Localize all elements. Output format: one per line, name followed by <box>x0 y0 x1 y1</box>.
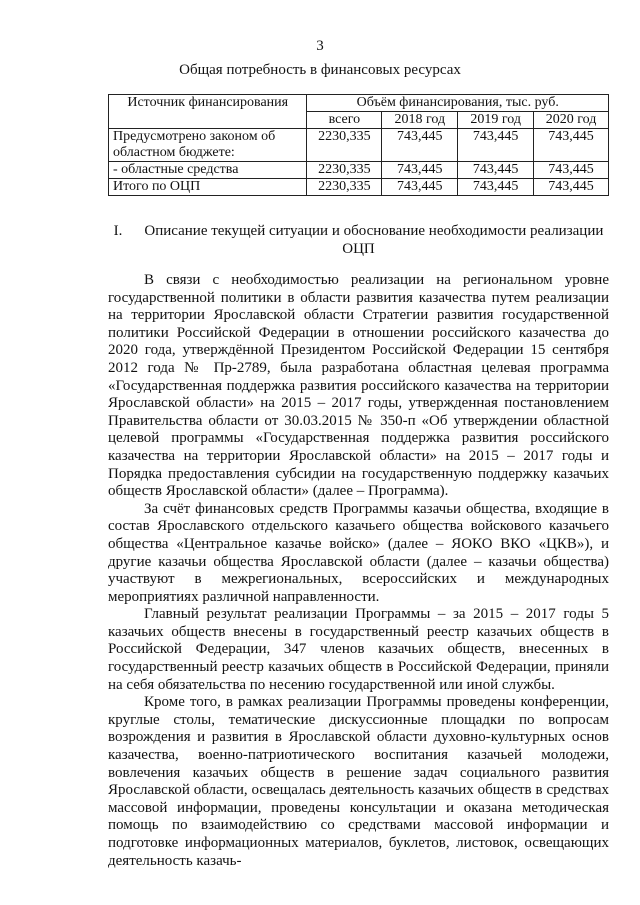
row-label: - областные средства <box>109 162 307 179</box>
body-text <box>108 272 609 870</box>
paragraph: Кроме того, в рамках реализации Программы проведены конференции, круглые столы, тематические дискуссионные площадки по вопросам возрождения и развития в Ярославской области духовно-культурных основ казачества, военно-патриотического воспитания казачьей молодежи, вовлечения казачьих обществ в решение задач социального развития Ярославской области, освещалась деятельность казачьих обществ в средствах массовой информации, проведены консультации и оказана методическая помощь по взаимодействию со средствами массовой информации и подготовке информационных материалов, буклетов, листовок, освещающих деятельность казачь- <box>108 694 609 869</box>
paragraph: В связи с необходимостью реализации на региональном уровне государственной политики в области развития казачества путем реализации на территории Ярославской области Стратегии развития государственной политики Российской Федерации в отношении российского казачества до 2020 года, утверждённой Президентом Российской Федерации 15 сентября 2012 года № Пр-2789, была разработана областная целевая программа «Государственная поддержка развития российского казачества на территории Ярославской области» на 2015 – 2017 годы, утвержденная постановлением Правительства области от 30.03.2015 № 350-п «Об утверждении областной целевой программы «Государственная поддержка развития российского казачества на территории Ярославской области» на 2015 – 2017 годы и Порядка предоставления субсидии на государственную поддержку казачьих обществ Ярославской области» (далее – Программа). <box>108 272 609 500</box>
column-header: всего <box>307 112 382 129</box>
table-cell: 743,445 <box>458 162 534 179</box>
table-cell: 743,445 <box>382 129 458 162</box>
section-heading <box>108 222 609 258</box>
volume-header: Объём финансирования, тыс. руб. <box>307 95 609 112</box>
row-label: Предусмотрено законом об областном бюджете: <box>109 129 307 162</box>
table-header-row <box>109 95 609 112</box>
table-cell: 743,445 <box>534 162 609 179</box>
table-cell: 2230,335 <box>307 162 382 179</box>
section-title: Описание текущей ситуации и обоснование необходимости реализации ОЦП <box>144 223 604 257</box>
source-header: Источник финансирования <box>109 95 307 129</box>
row-label: Итого по ОЦП <box>109 179 307 196</box>
section-number: I. <box>113 223 123 239</box>
table-cell: 2230,335 <box>307 179 382 196</box>
paragraph: За счёт финансовых средств Программы казачьи общества, входящие в состав Ярославского отдельского казачьего общества войскового казачьего общества «Центральное казачье войско» (далее – ЯОКО ВКО «ЦКВ»), и другие казачьи общества Ярославской области (далее – казачьи общества) участвуют в межрегиональных, всероссийских и международных мероприятиях различной направленности. <box>108 500 609 605</box>
table-cell: 2230,335 <box>307 129 382 162</box>
table-cell: 743,445 <box>458 129 534 162</box>
page-number: 3 <box>316 38 324 54</box>
column-header: 2019 год <box>458 112 534 129</box>
paragraph: Главный результат реализации Программы – за 2015 – 2017 годы 5 казачьих обществ внесены в государственный реестр казачьих обществ в Российской Федерации, 347 членов казачьих обществ, внесенных в государственный реестр казачьих обществ в Российской Федерации, приняли на себя обязательства по несению государственной или иной службы. <box>108 606 609 693</box>
table-cell: 743,445 <box>382 162 458 179</box>
table-cell: 743,445 <box>534 129 609 162</box>
table-cell: 743,445 <box>534 179 609 196</box>
column-header: 2018 год <box>382 112 458 129</box>
financing-table <box>108 94 609 196</box>
table-title: Общая потребность в финансовых ресурсах <box>179 62 461 78</box>
table-row <box>109 162 609 179</box>
table-cell: 743,445 <box>382 179 458 196</box>
table-row-total <box>109 179 609 196</box>
table-cell: 743,445 <box>458 179 534 196</box>
table-row <box>109 129 609 162</box>
column-header: 2020 год <box>534 112 609 129</box>
